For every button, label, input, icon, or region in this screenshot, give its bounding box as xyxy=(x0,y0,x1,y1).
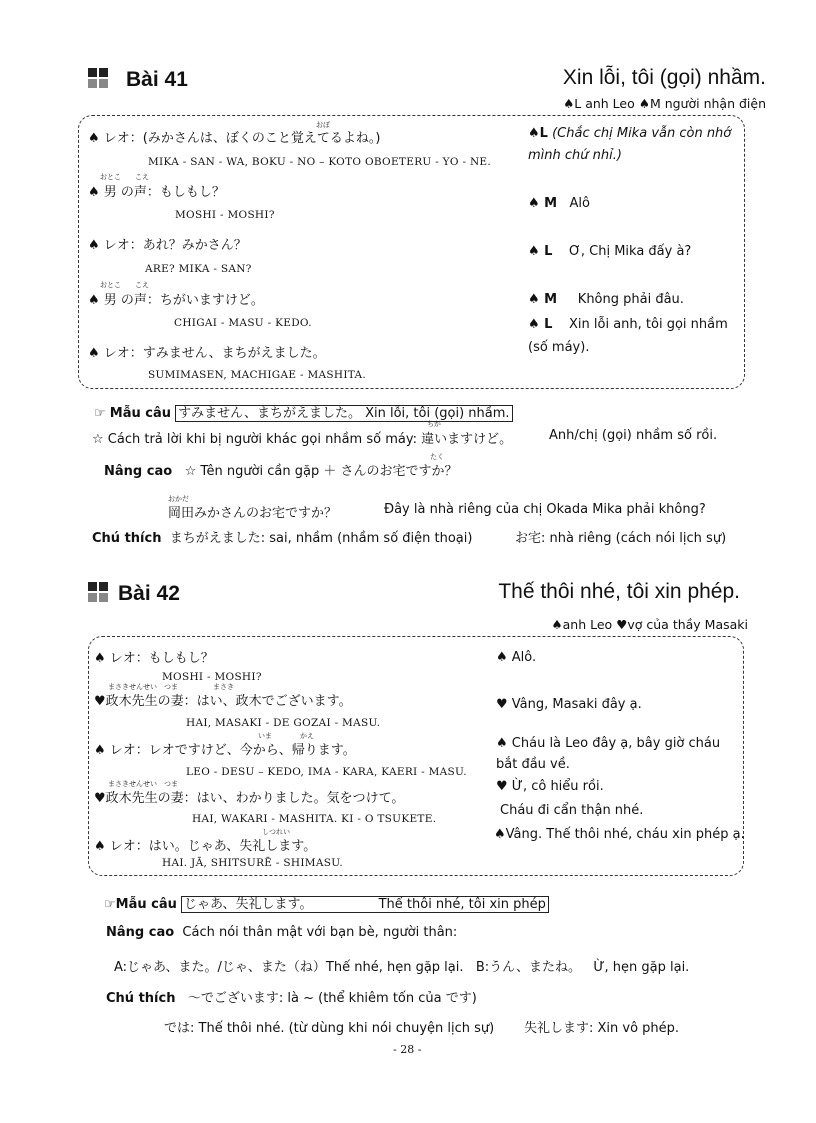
ruby: おとこ こえ xyxy=(100,173,149,181)
translation-line: mình chứ nhỉ.) xyxy=(528,148,622,163)
ruby: おぼ xyxy=(316,121,330,129)
dialogue-line: ♠ レオ：はい。じゃあ、失礼します。 xyxy=(94,839,317,854)
note-text: まちがえました: sai, nhầm (nhầm số điện thoại) xyxy=(169,531,473,546)
advanced-example: A:じゃあ、また。/じゃ、また（ね）Thế nhé, hẹn gặp lại. B:うん、またね。 Ừ, hẹn gặp lại. xyxy=(114,960,690,975)
advanced-text: Cách nói thân mật với bạn bè, người thân: xyxy=(182,925,458,940)
ruby: まさきせんせい つま まさき xyxy=(108,683,234,691)
romaji-line: CHIGAI - MASU - KEDO. xyxy=(174,317,312,329)
ruby: おかだ xyxy=(168,495,189,503)
ruby: ちが xyxy=(427,420,441,428)
romaji-line: MIKA - SAN - WA, BOKU - NO – KOTO OBOETERU - YO - NE. xyxy=(148,156,492,168)
lesson-label: Bài 41 xyxy=(126,68,188,91)
lesson-roles: ♠anh Leo ♥vợ của thầy Masaki xyxy=(551,617,748,632)
dialogue-line: ♠ 男 の声：ちがいますけど。 xyxy=(88,293,264,308)
romaji-line: LEO - DESU – KEDO, IMA - KARA, KAERI - MASU. xyxy=(186,766,467,778)
romaji-line: HAI, WAKARI - MASHITA. KI - O TSUKETE. xyxy=(192,813,437,825)
romaji-line: HAI, MASAKI - DE GOZAI - MASU. xyxy=(186,717,381,729)
ruby: たく xyxy=(430,453,444,461)
note-label: Chú thích xyxy=(92,531,162,546)
romaji-line: HAI. JĀ, SHITSURĒ - SHIMASU. xyxy=(162,857,344,869)
translation-line: ♥ Vâng, Masaki đây ạ. xyxy=(496,697,642,712)
translation-line: ♠ L Ơ, Chị Mika đấy à? xyxy=(528,244,692,259)
note-text: 失礼します: Xin vô phép. xyxy=(524,1021,680,1036)
ruby: いま かえ xyxy=(258,732,314,740)
pattern-label: Mẫu câu xyxy=(115,897,177,912)
note-text: ～でございます: là ~ (thể khiêm tốn của です) xyxy=(187,991,477,1006)
lesson-bullet-icon xyxy=(88,68,110,90)
dialogue-line: ♠ レオ：レオですけど、今から、帰ります。 xyxy=(94,743,356,758)
advanced-row xyxy=(104,460,457,479)
dialogue-line: ♠ 男 の声：もしもし？ xyxy=(88,185,225,200)
translation-line: bắt đầu về. xyxy=(496,757,570,772)
translation-line: ♥ Ừ, cô hiểu rồi. xyxy=(496,779,604,794)
lesson-roles: ♠L anh Leo ♠M người nhận điện xyxy=(563,96,766,111)
pattern-sentence: じゃあ、失礼します。 Thế thôi nhé, tôi xin phép xyxy=(181,896,549,913)
romaji-line: ARE? MIKA - SAN? xyxy=(145,263,252,275)
dialogue-line: ♠ レオ：もしもし？ xyxy=(94,651,214,666)
howto-translation: Anh/chị (gọi) nhầm số rồi. xyxy=(549,428,718,443)
translation-line: ♠ M Không phải đâu. xyxy=(528,292,684,307)
pattern-sentence: すみません、まちがえました。 Xin lỗi, tôi (gọi) nhầm. xyxy=(175,405,512,422)
pointing-hand-icon: ☞ xyxy=(104,897,116,912)
note-text: お宅: nhà riêng (cách nói lịch sự) xyxy=(515,531,727,546)
lesson-bullet-icon xyxy=(88,582,110,604)
ruby: まさきせんせい つま xyxy=(108,780,178,788)
translation-line: Cháu đi cẩn thận nhé. xyxy=(500,803,644,818)
note-text: では: Thế thôi nhé. (từ dùng khi nói chuyện lịch sự) xyxy=(164,1021,495,1036)
translation-line: ♠ Alô. xyxy=(496,650,537,665)
pattern-row xyxy=(94,402,513,421)
advanced-example-vn: Đây là nhà riêng của chị Okada Mika phải không? xyxy=(384,502,706,517)
translation-line: (số máy). xyxy=(528,340,590,355)
dialogue-line: ♥政木先生の妻：はい、政木でございます。 xyxy=(94,694,352,709)
lesson-title: Xin lỗi, tôi (gọi) nhầm. xyxy=(562,66,766,89)
howto-line: ☆ Cách trả lời khi bị người khác gọi nhầm số máy: 違いますけど。 xyxy=(92,432,513,447)
note-label: Chú thích xyxy=(106,991,176,1006)
romaji-line: SUMIMASEN, MACHIGAE - MASHITA. xyxy=(148,369,367,381)
note-row xyxy=(92,527,472,546)
ruby: しつれい xyxy=(262,828,290,836)
romaji-line: MOSHI - MOSHI? xyxy=(162,671,262,683)
advanced-text: ☆ Tên người cần gặp ＋ さんのお宅ですか？ xyxy=(184,464,458,479)
dialogue-line: ♥政木先生の妻：はい、わかりました。気をつけて。 xyxy=(94,791,405,806)
advanced-label: Nâng cao xyxy=(104,464,173,479)
pattern-label: Mẫu câu xyxy=(109,406,172,421)
pointing-hand-icon: ☞ xyxy=(94,406,106,421)
lesson-title: Thế thôi nhé, tôi xin phép. xyxy=(498,580,740,603)
pattern-row xyxy=(104,893,549,912)
translation-line: ♠ L Xin lỗi anh, tôi gọi nhầm xyxy=(528,317,728,332)
advanced-row xyxy=(106,925,457,940)
advanced-label: Nâng cao xyxy=(106,925,175,940)
translation-line: ♠L (Chắc chị Mika vẫn còn nhớ xyxy=(528,126,732,141)
advanced-example-jp: 岡田みかさんのお宅ですか？ xyxy=(168,506,338,521)
ruby: おとこ こえ xyxy=(100,281,149,289)
dialogue-line: ♠ レオ：あれ？みかさん？ xyxy=(88,238,247,253)
lesson-label: Bài 42 xyxy=(118,582,180,605)
dialogue-line: ♠ レオ：すみません、まちがえました。 xyxy=(88,346,326,361)
translation-line: ♠Vâng. Thế thôi nhé, cháu xin phép ạ. xyxy=(494,827,745,842)
note-row xyxy=(106,987,477,1006)
romaji-line: MOSHI - MOSHI? xyxy=(175,209,275,221)
page-number: - 28 - xyxy=(393,1043,422,1056)
translation-line: ♠ M Alô xyxy=(528,196,590,211)
translation-line: ♠ Cháu là Leo đây ạ, bây giờ cháu xyxy=(496,736,721,751)
dialogue-line: ♠ レオ：(みかさんは、ぼくのこと覚えてるよね。) xyxy=(88,131,381,146)
